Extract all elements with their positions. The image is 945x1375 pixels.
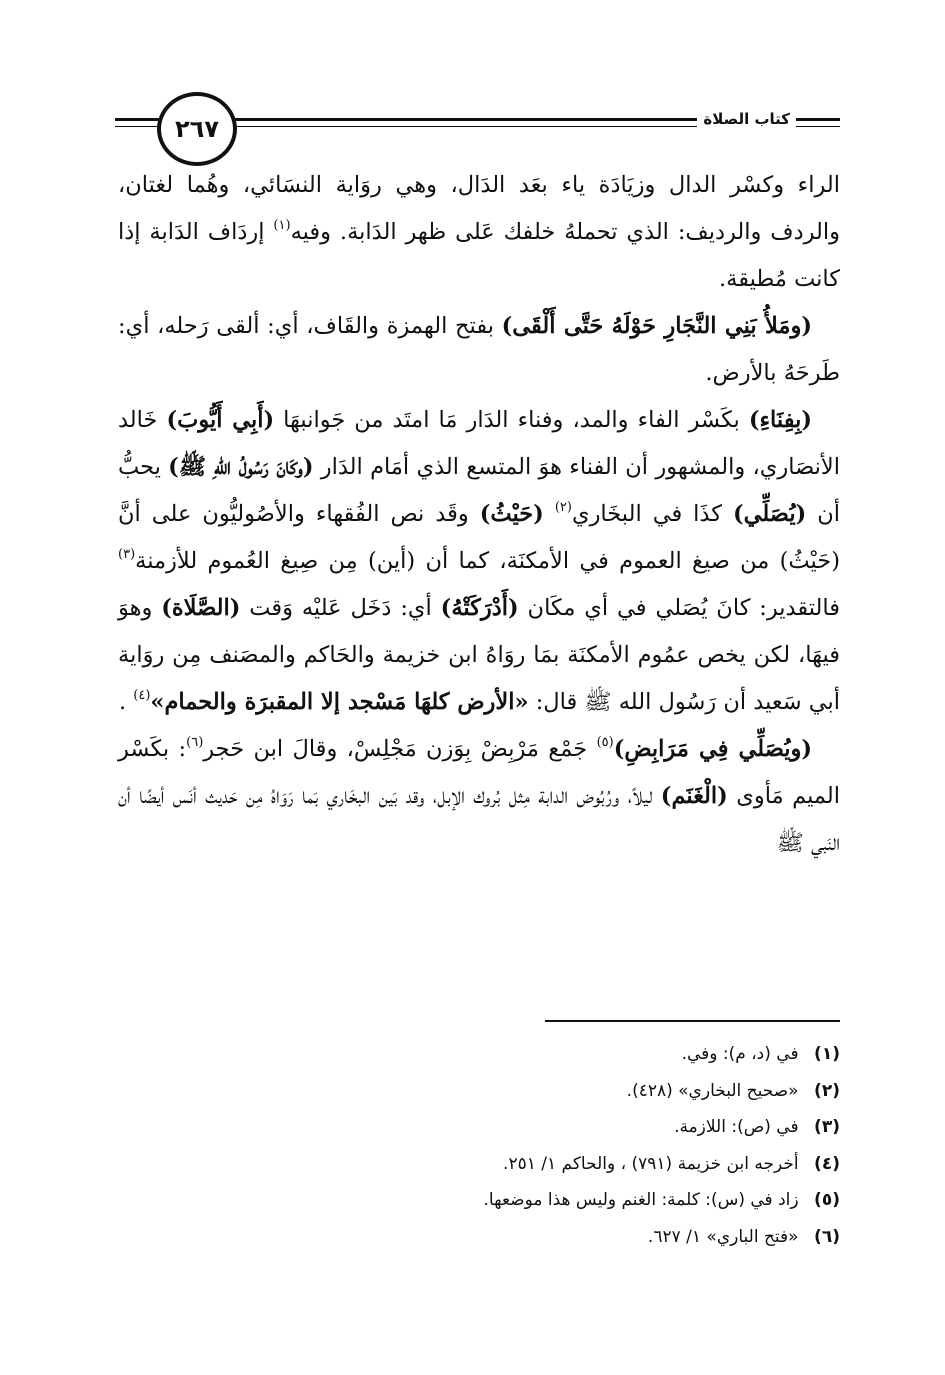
footnote-number: (٤)	[814, 1153, 840, 1174]
footnote-ref-6: (٦)	[186, 735, 204, 750]
footnote-number: (٢)	[814, 1080, 840, 1101]
page-number	[157, 92, 237, 166]
hadith-quote: (وكَانَ رَسُولُ اللهِ ﷺ)	[168, 454, 314, 480]
footnote-4	[300, 1146, 840, 1183]
footnote-text: «صحيح البخاري» (٤٢٨).	[626, 1080, 799, 1101]
footnote-ref-3: (٣)	[118, 547, 136, 562]
footnote-ref-1: (١)	[273, 218, 291, 233]
hadith-quote: (بِفِنَاءِ)	[748, 407, 812, 433]
footnote-ref-4: (٤)	[133, 688, 151, 703]
footnote-text: في (د، م): وفي.	[681, 1044, 799, 1064]
text-run: كذَا في البخَاري	[571, 501, 733, 527]
hadith-quote: (يُصَلِّي)	[732, 501, 807, 527]
footnote-text: أخرجه ابن خزيمة (٧٩١) ، والحاكم ١/ ٢٥١.	[503, 1153, 799, 1174]
hadith-quote: (أَدْرَكَتْهُ)	[440, 595, 519, 621]
text-run: يحبُّ أن	[118, 454, 840, 527]
paragraph-4	[118, 726, 840, 867]
paragraph-3	[118, 397, 840, 726]
footnote-6	[300, 1219, 840, 1256]
text-run: .	[118, 689, 134, 715]
hadith-quote: (الْغَنَم)	[660, 783, 728, 809]
header-rule-left-top	[115, 118, 159, 121]
running-title: كتاب الصلاة	[697, 110, 796, 128]
text-run: إردَاف الدَابة إذا كانت مُطيقة.	[118, 219, 840, 292]
text-run: بفتح الهمزة والقَاف، أي: ألقى رَحله، أي: طَرحَهُ بالأرض.	[118, 313, 840, 386]
text-run: الراء وكسْر الدال وزيَادَة ياء بعَد الدَال، وهي روَاية النسَائي، وهُما لغتان، والردف والرديف: الذي تحملهُ خلفك عَلى ظهر الدَابة. وفيه	[118, 172, 840, 245]
text-run: جَمْع مَرْبِضْ بِوَزن مَجْلِسْ، وقالَ ابن حَجر	[203, 736, 597, 762]
hadith-quote: (ومَلأُ بَنِي النَّجَارِ حَوْلَهُ حَتَّى أَلْقَى)	[501, 313, 812, 339]
text-run: فالتقدير: كانَ يُصَلي في أي مكَان	[518, 595, 840, 621]
footnote-ref-5: (٥)	[596, 735, 614, 750]
hadith-quote: (الصَّلَاة)	[161, 595, 241, 621]
footnote-number: (٦)	[814, 1226, 840, 1247]
text-run: ليلاً، ورُبُوض الدابة مِثل بُروك الإبل، وقد بَين البخَاري بَما رَوَاهُ مِن حَديث أنَس أيضًا أن النَبي ﷺ	[118, 783, 840, 856]
footnote-text: «فتح الباري» ١/ ٦٢٧.	[647, 1226, 799, 1247]
footnote-3	[300, 1109, 840, 1146]
footnote-number: (١)	[814, 1044, 840, 1064]
text-run: بكَسْر الفاء والمد، وفناء الدَار مَا امتَد من جَوانبهَا	[274, 407, 749, 433]
hadith-quote: (ويُصَلِّي فِي مَرَابِضِ)	[613, 736, 812, 762]
footnote-separator	[545, 1020, 840, 1022]
footnote-number: (٣)	[814, 1117, 840, 1137]
text-run: أي: دَخَل عَليْه وَقت	[240, 595, 441, 621]
text-run	[544, 501, 555, 527]
text-run: خَالد الأنصَاري، والمشهور أن الفناء هوَ المتسع الذي أمَام الدَار	[118, 407, 840, 480]
text-run: وقَد نص الفُقهاء والأصُوليُّون على أنَّ (حَيْثُ) من صيغ العموم في الأمكنَة، كما أن (أين) مِن صِيغ العُموم للأزمنة	[118, 501, 840, 574]
footnote-5	[300, 1182, 840, 1219]
hadith-quote: «الأرض كلهَا مَسْجد إلا المقبرَة والحمام»	[150, 689, 529, 715]
footnote-text: في (ص): اللازمة.	[674, 1117, 799, 1137]
footnote-2	[300, 1073, 840, 1110]
footnote-number: (٥)	[814, 1190, 840, 1210]
hadith-quote: (حَيْثُ)	[479, 501, 544, 527]
text-run: : بكَسْر الميم مَأوى	[118, 736, 840, 809]
footnotes	[300, 1036, 840, 1255]
paragraph-2	[118, 303, 840, 397]
footnote-ref-2: (٢)	[554, 500, 572, 515]
text-run: وهوَ فيهَا، لكن يخص عمُوم الأمكنَة بمَا روَاهُ ابن خزيمة والحَاكم والمصَنف مِن روَاية أبي سَعيد أن رَسُول الله ﷺ قال:	[118, 595, 840, 715]
footnote-text: زاد في (س): كلمة: الغنم وليس هذا موضعها.	[483, 1190, 799, 1210]
hadith-quote: (أَبِي أَيُّوبَ)	[166, 407, 275, 433]
header-rule-left-bottom	[115, 126, 159, 127]
footnote-1	[300, 1036, 840, 1073]
page-header	[115, 92, 840, 162]
main-text	[118, 162, 840, 867]
paragraph-1	[118, 162, 840, 303]
page-number-text: ٢٦٧	[175, 115, 219, 143]
